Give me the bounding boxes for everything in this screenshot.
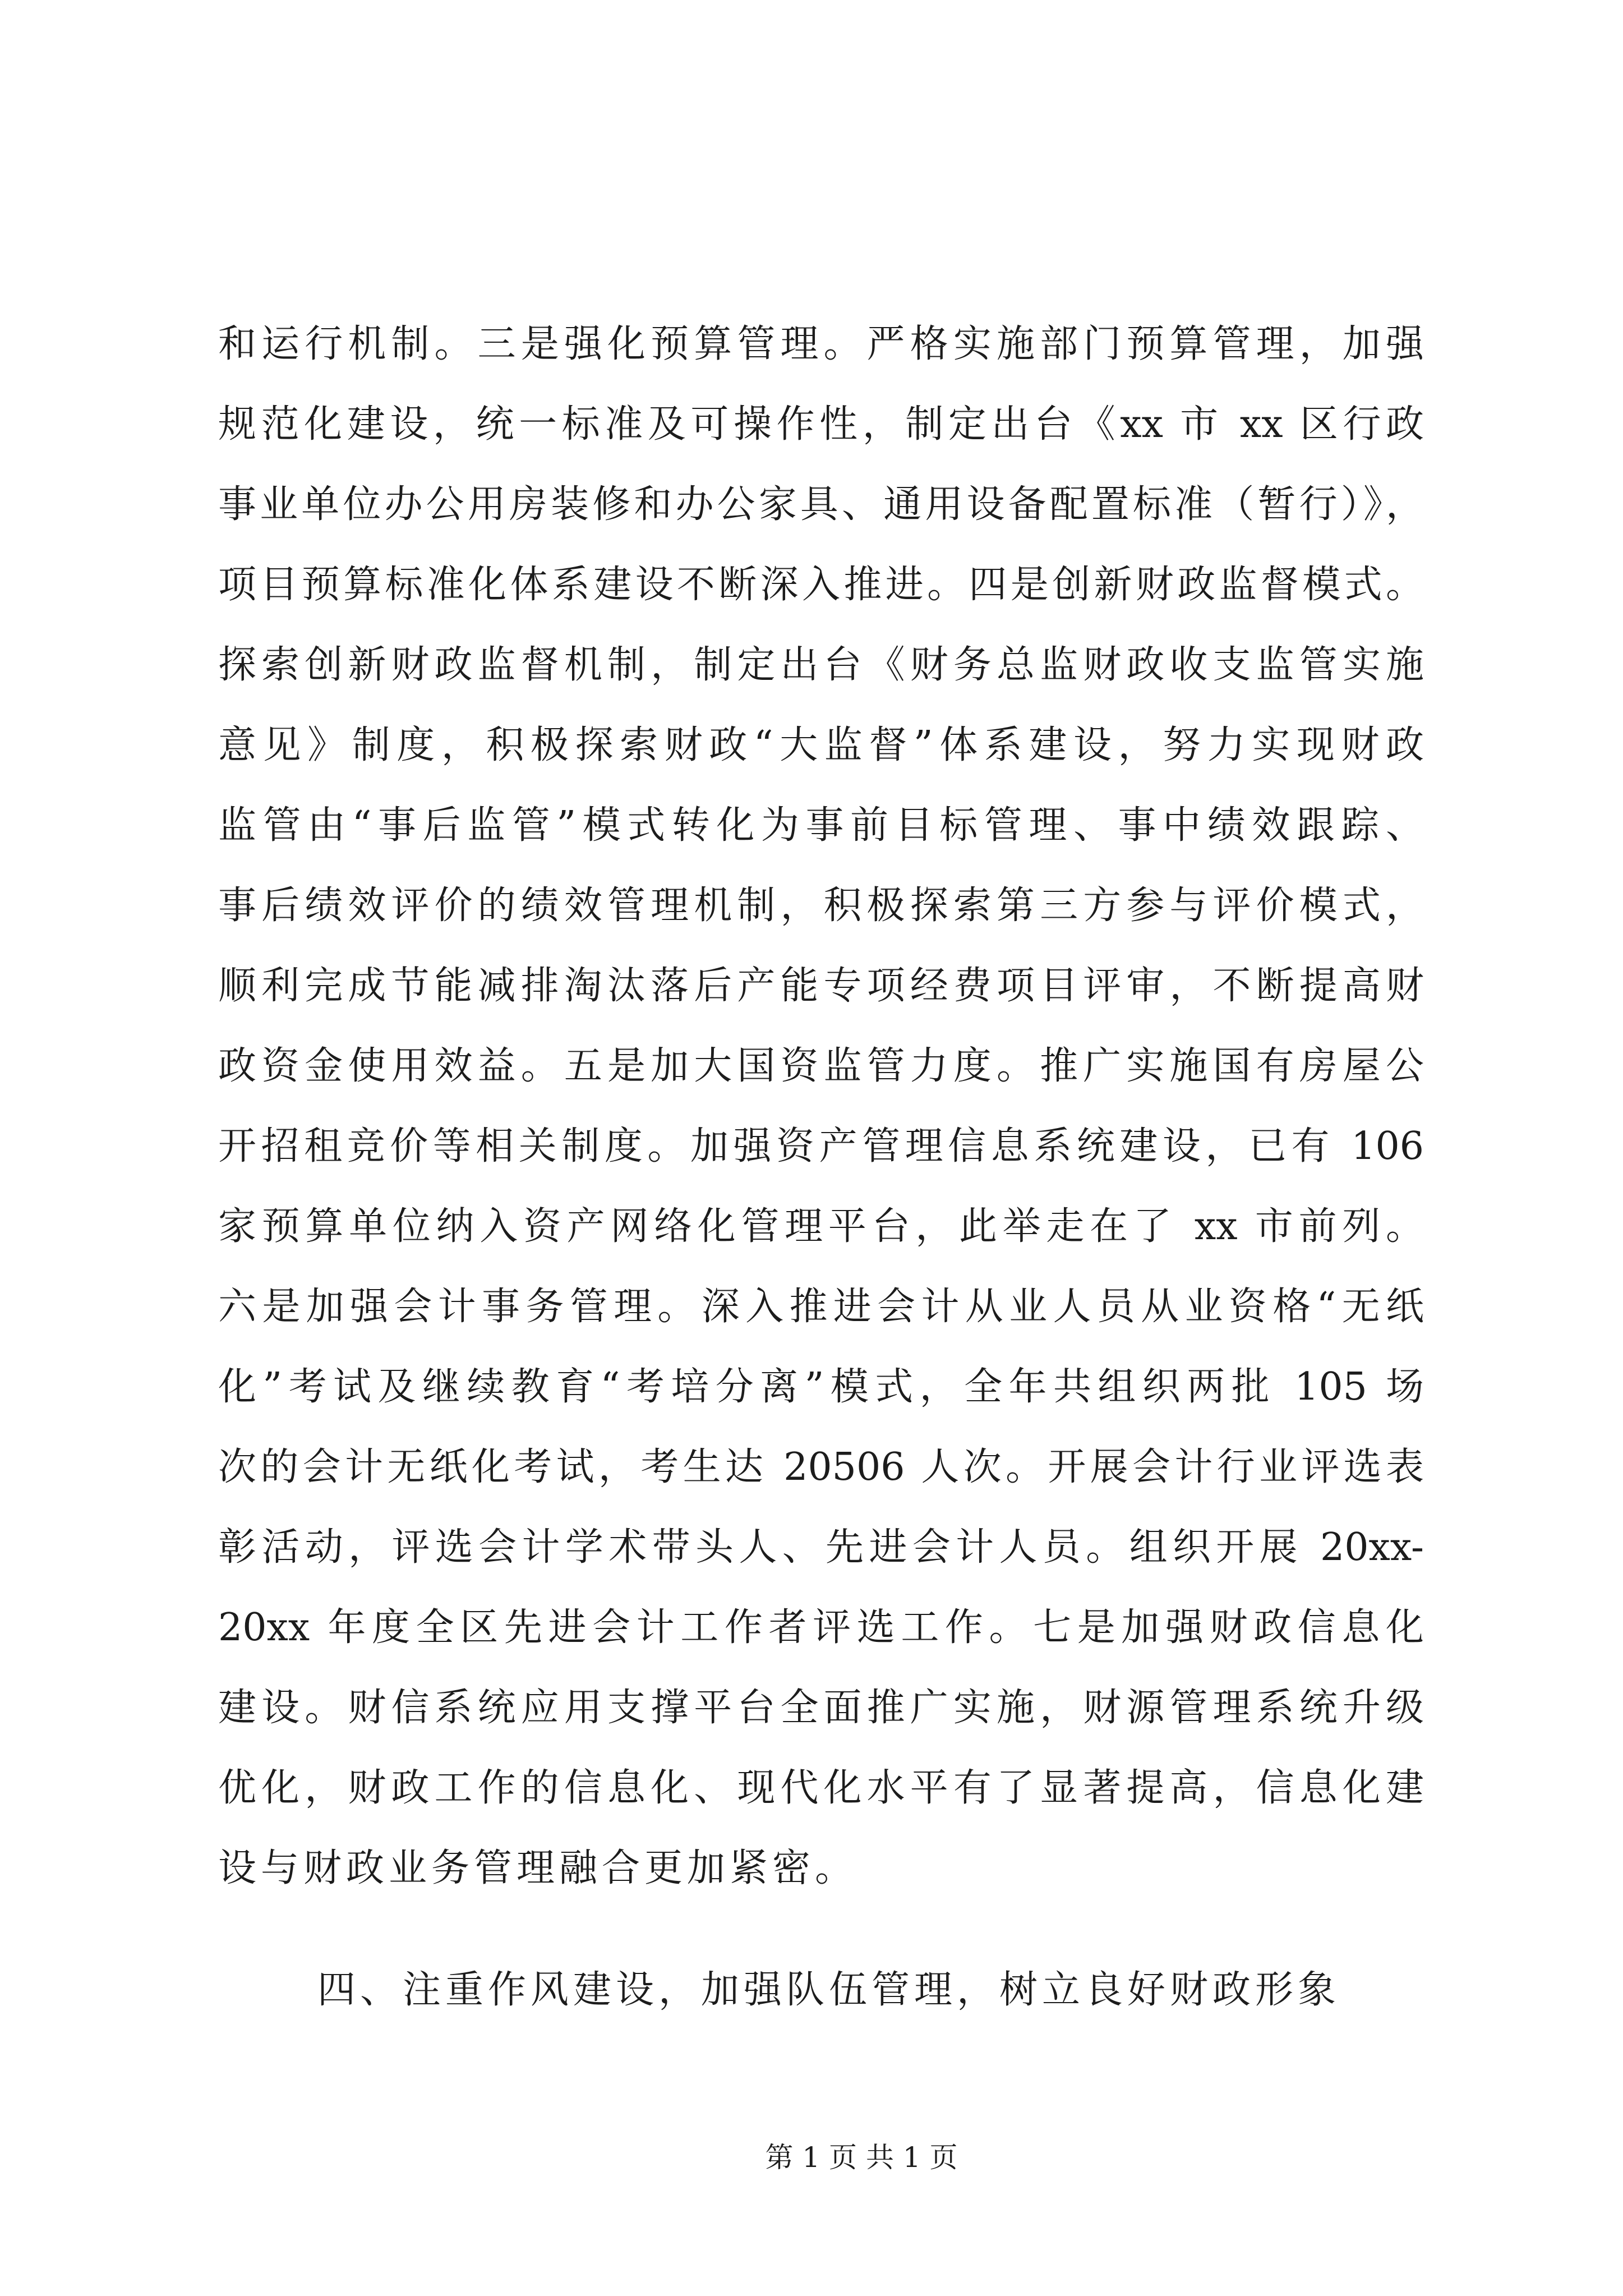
body-line: 意见》制度，积极探索财政“大监督”体系建设，努力实现财政 — [218, 723, 1424, 767]
body-line: 和运行机制。三是强化预算管理。严格实施部门预算管理，加强 — [218, 322, 1424, 366]
body-line: 事业单位办公用房装修和办公家具、通用设备配置标准（暂行）》， — [218, 482, 1424, 527]
body-line: 化”考试及继续教育“考培分离”模式，全年共组织两批 105 场 — [218, 1365, 1424, 1409]
body-line: 家预算单位纳入资产网络化管理平台，此举走在了 xx 市前列。 — [218, 1204, 1424, 1249]
body-line: 政资金使用效益。五是加大国资监管力度。推广实施国有房屋公 — [218, 1044, 1424, 1088]
body-line: 优化，财政工作的信息化、现代化水平有了显著提高，信息化建 — [218, 1766, 1424, 1810]
body-line: 20xx 年度全区先进会计工作者评选工作。七是加强财政信息化 — [218, 1605, 1424, 1650]
body-line-last: 设与财政业务管理融合更加紧密。 — [218, 1846, 858, 1890]
body-line: 规范化建设，统一标准及可操作性，制定出台《xx 市 xx 区行政 — [218, 402, 1424, 447]
body-line: 次的会计无纸化考试，考生达 20506 人次。开展会计行业评选表 — [218, 1445, 1424, 1489]
body-paragraph — [218, 304, 1424, 1908]
body-line: 六是加强会计事务管理。深入推进会计从业人员从业资格“无纸 — [218, 1285, 1424, 1329]
body-line: 顺利完成节能减排淘汰落后产能专项经费项目评审，不断提高财 — [218, 964, 1424, 1008]
body-line: 项目预算标准化体系建设不断深入推进。四是创新财政监督模式。 — [218, 563, 1424, 607]
body-line: 监管由“事后监管”模式转化为事前目标管理、事中绩效跟踪、 — [218, 803, 1424, 848]
page-footer: 第 1 页 共 1 页 — [765, 2141, 958, 2174]
body-line: 建设。财信系统应用支撑平台全面推广实施，财源管理系统升级 — [218, 1686, 1424, 1730]
body-line: 彰活动，评选会计学术带头人、先进会计人员。组织开展 20xx- — [218, 1525, 1424, 1570]
section-heading: 四、注重作风建设，加强队伍管理，树立良好财政形象 — [317, 1968, 1341, 2012]
body-line: 开招租竞价等相关制度。加强资产管理信息系统建设，已有 106 — [218, 1124, 1424, 1168]
body-line: 事后绩效评价的绩效管理机制，积极探索第三方参与评价模式， — [218, 884, 1424, 928]
body-line: 探索创新财政监督机制，制定出台《财务总监财政收支监管实施 — [218, 643, 1424, 687]
